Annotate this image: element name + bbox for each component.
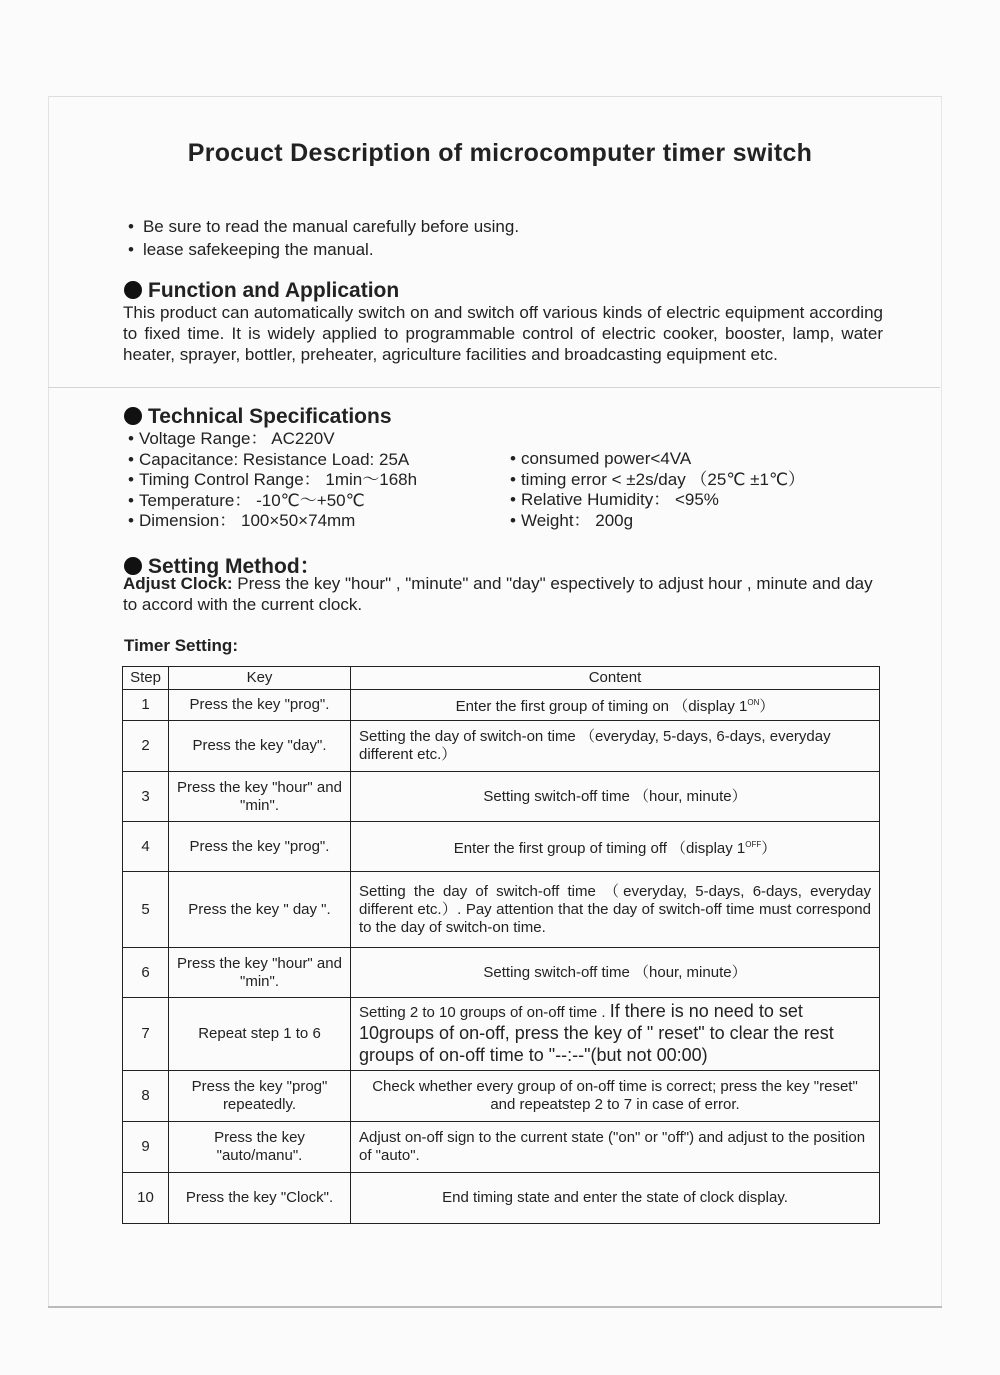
step-number: 5 xyxy=(123,872,169,948)
step-number: 3 xyxy=(123,772,169,822)
table-row xyxy=(123,1071,880,1122)
adjust-clock-text xyxy=(123,573,883,615)
step-content: Setting switch-off time （hour, minute） xyxy=(351,948,880,998)
setting-heading-text: Setting Method： xyxy=(148,555,321,578)
bullet-item: • Be sure to read the manual carefully before using. xyxy=(128,215,519,238)
function-text: This product can automatically switch on and switch off various kinds of electric equipment according to fixed time. It is widely applied to programmable control of electric cooker, booster, lamp, water heater, sprayer, bottler, preheater, agriculture facilities and broadcasting equipment etc. xyxy=(123,303,883,364)
header-key: Key xyxy=(169,667,351,690)
spec-item: • Relative Humidity： <95% xyxy=(510,490,805,511)
header-content: Content xyxy=(351,667,880,690)
step-content xyxy=(351,690,880,721)
table-row xyxy=(123,948,880,998)
content-tail: ） xyxy=(759,698,775,715)
spec-list-left xyxy=(128,429,417,532)
adjust-clock-label: Adjust Clock: xyxy=(123,574,233,593)
step-content: Adjust on-off sign to the current state ("on" or "off") and adjust to the position of "auto". xyxy=(351,1122,880,1173)
step-number: 8 xyxy=(123,1071,169,1122)
tech-heading xyxy=(124,405,392,429)
step-key: Repeat step 1 to 6 xyxy=(169,998,351,1071)
table-row xyxy=(123,1173,880,1224)
step-key: Press the key "hour" and "min". xyxy=(169,948,351,998)
bullet-item: • lease safekeeping the manual. xyxy=(128,238,519,261)
function-heading xyxy=(124,279,399,303)
adjust-clock-body: Press the key "hour" , "minute" and "day" espectively to adjust hour , minute and day to accord with the current clock. xyxy=(123,574,873,614)
step-content xyxy=(351,822,880,872)
display-sup: ON xyxy=(747,698,760,707)
timer-steps-table xyxy=(122,666,880,1224)
step-key: Press the key "prog". xyxy=(169,822,351,872)
step-key: Press the key "prog". xyxy=(169,690,351,721)
content-tail: ） xyxy=(761,839,777,857)
spec-item: • Temperature： -10℃～+50℃ xyxy=(128,491,417,512)
step-number: 6 xyxy=(123,948,169,998)
spec-item: • Timing Control Range： 1min～168h xyxy=(128,470,417,491)
table-row xyxy=(123,998,880,1071)
step-key: Press the key "Clock". xyxy=(169,1173,351,1224)
table-header-row xyxy=(123,667,880,690)
step-key: Press the key "prog" repeatedly. xyxy=(169,1071,351,1122)
table-row xyxy=(123,872,880,948)
spec-list-right xyxy=(510,449,805,531)
bullet-dot-icon xyxy=(124,281,142,299)
spec-item: • Voltage Range： AC220V xyxy=(128,429,417,450)
spec-item: • Capacitance: Resistance Load: 25A xyxy=(128,450,417,471)
spec-item: • timing error < ±2s/day （25℃ ±1℃） xyxy=(510,470,805,491)
step-number: 4 xyxy=(123,822,169,872)
step-content xyxy=(351,998,880,1071)
bullet-dot-icon xyxy=(124,407,142,425)
step-content: Setting switch-off time （hour, minute） xyxy=(351,772,880,822)
paper-edge xyxy=(48,96,49,1306)
table-row xyxy=(123,822,880,872)
content-text: Enter the first group of timing on （display 1 xyxy=(455,698,748,715)
paper-edge xyxy=(48,1306,942,1308)
table-row xyxy=(123,721,880,772)
step-content: Setting the day of switch-off time （everyday, 5-days, 6-days, everyday different etc.）. Pay attention that the day of switch-off time must correspond to the day of switch-on time. xyxy=(351,872,880,948)
step-number: 10 xyxy=(123,1173,169,1224)
timer-setting-label: Timer Setting: xyxy=(124,636,238,655)
step-key: Press the key "hour" and "min". xyxy=(169,772,351,822)
table-row xyxy=(123,1122,880,1173)
content-text: Enter the first group of timing off （display 1 xyxy=(453,839,746,857)
step-number: 2 xyxy=(123,721,169,772)
step-content: Setting the day of switch-on time （everyday, 5-days, 6-days, everyday different etc.） xyxy=(351,721,880,772)
spec-item: • consumed power<4VA xyxy=(510,449,805,470)
page-title: Procuct Description of microcomputer timer switch xyxy=(187,139,813,167)
table-row xyxy=(123,690,880,721)
table-row xyxy=(123,772,880,822)
paper-edge xyxy=(941,96,942,1306)
step-number: 1 xyxy=(123,690,169,721)
tech-heading-text: Technical Specifications xyxy=(148,405,392,428)
intro-bullets xyxy=(128,215,519,261)
step-key: Press the key "day". xyxy=(169,721,351,772)
function-heading-text: Function and Application xyxy=(148,279,400,302)
spec-item: • Weight： 200g xyxy=(510,511,805,532)
header-step: Step xyxy=(123,667,169,690)
step-content: Check whether every group of on-off time is correct; press the key "reset" and repeatstep 2 to 7 in case of error. xyxy=(351,1071,880,1122)
step-number: 9 xyxy=(123,1122,169,1173)
content-text-large: If there is no need to set 10groups of on-off, press the key of " reset" to clear the rest groups of on-off time to "--:--"(but not 00:00) xyxy=(359,1001,834,1065)
content-text: Setting 2 to 10 groups of on-off time . xyxy=(359,1004,606,1021)
spec-item: • Dimension： 100×50×74mm xyxy=(128,511,417,532)
step-key: Press the key " day ". xyxy=(169,872,351,948)
step-key: Press the key "auto/manu". xyxy=(169,1122,351,1173)
fold-line xyxy=(48,387,940,388)
display-sup: OFF xyxy=(745,839,762,849)
paper-edge xyxy=(48,96,942,97)
step-content: End timing state and enter the state of clock display. xyxy=(351,1173,880,1224)
step-number: 7 xyxy=(123,998,169,1071)
